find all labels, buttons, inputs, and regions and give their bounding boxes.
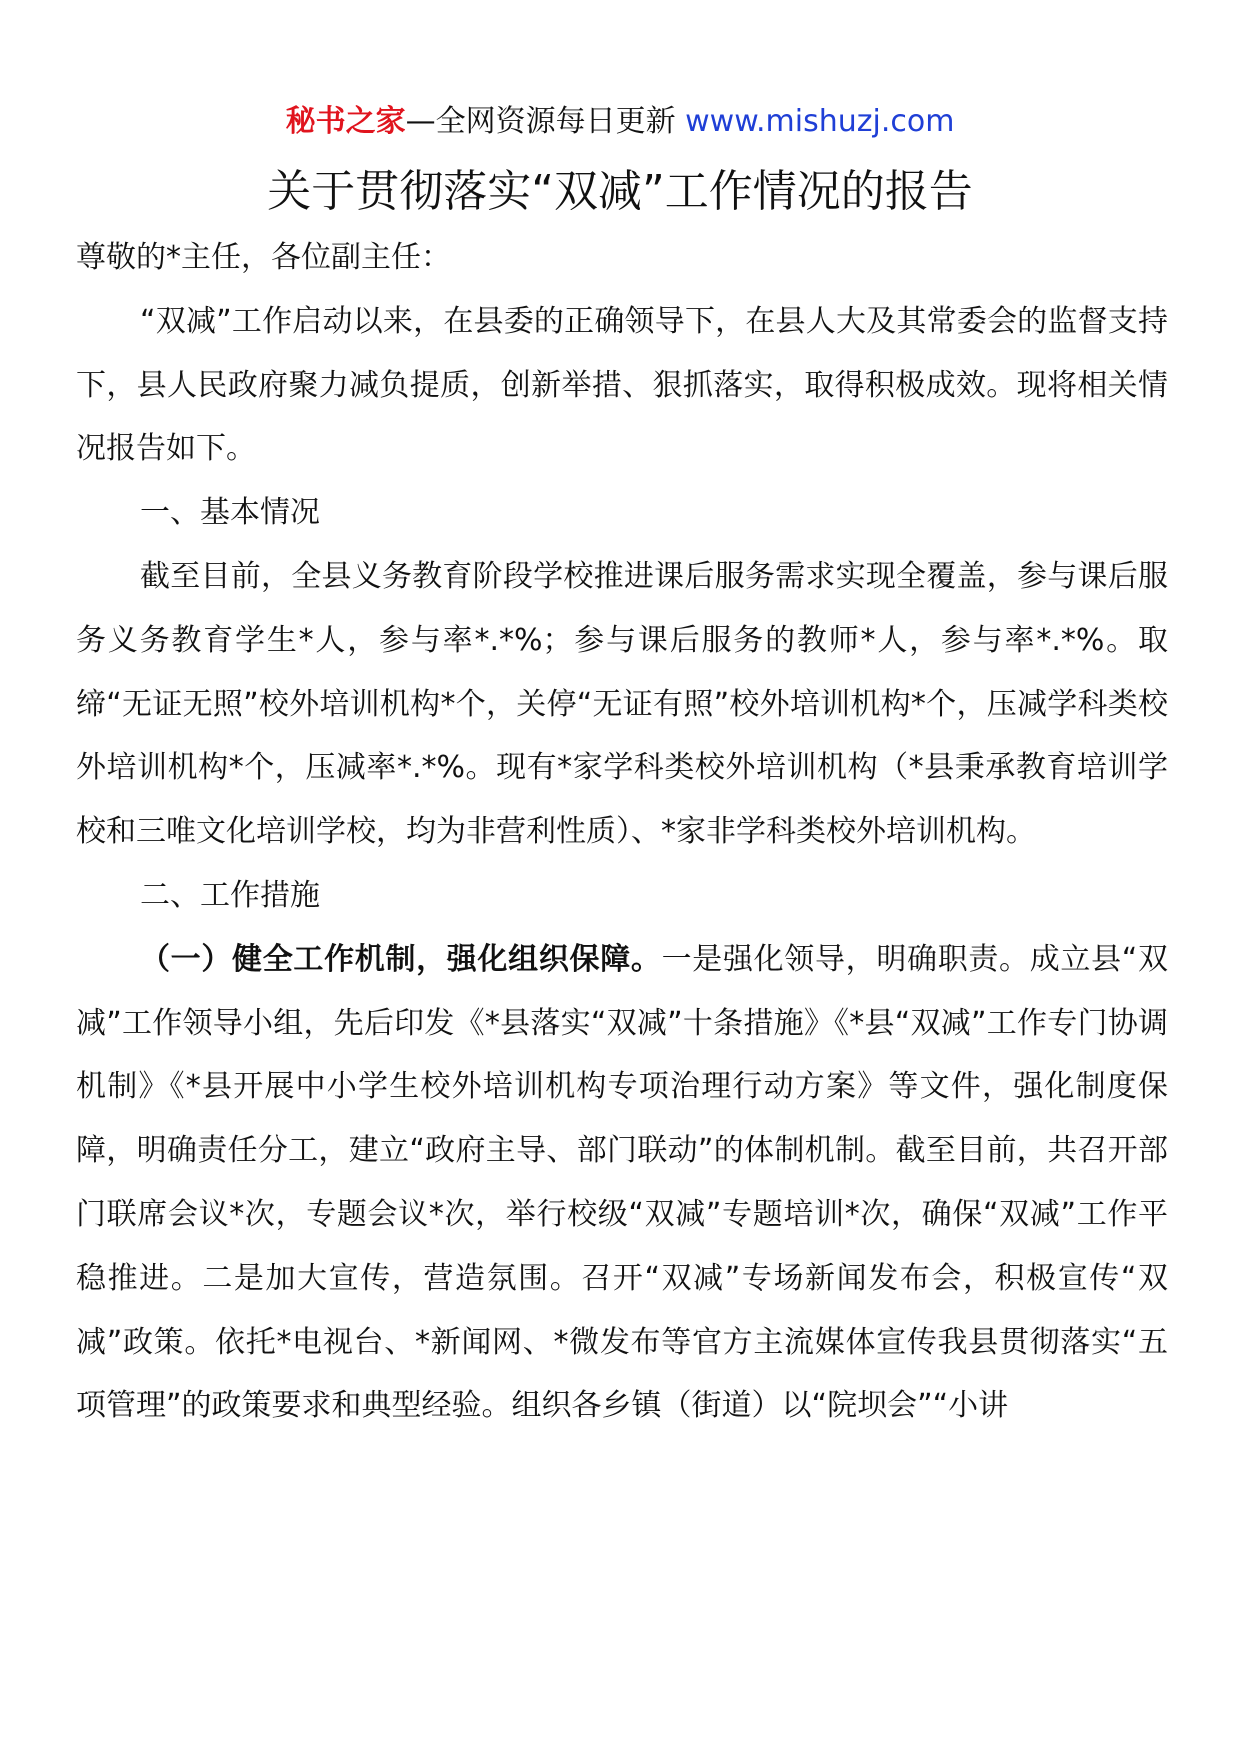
header-tagline: —全网资源每日更新 — [405, 104, 676, 139]
document-title: 关于贯彻落实“双减”工作情况的报告 — [267, 166, 973, 217]
measure-lead: （一）健全工作机制，强化组织保障。 — [140, 941, 662, 977]
site-url-link[interactable]: www.mishuzj.com — [685, 104, 955, 139]
site-header — [0, 100, 1240, 144]
measure-body: 一是强化领导，明确职责。成立县“双减”工作领导小组，先后印发《*县落实“双减”十条措施》《*县“双减”工作专门协调机制》《*县开展中小学生校外培训机构专项治理行动方案》等文件，强化制度保障，明确责任分工，建立“政府主导、部门联动”的体制机制。截至目前，共召开部门联席会议*次，专题会议*次，举行校级“双减”专题培训*次，确保“双减”工作平稳推进。二是加大宣传，营造氛围。召开“双减”专场新闻发布会，积极宣传“双减”政策。依托*电视台、*新闻网、*微发布等官方主流媒体宣传我县贯彻落实“五项管理”的政策要求和典型经验。组织各乡镇（街道）以“院坝会”“小讲 — [76, 941, 1169, 1424]
basic-situation-paragraph: 截至目前，全县义务教育阶段学校推进课后服务需求实现全覆盖，参与课后服务义务教育学生*人，参与率*.*%；参与课后服务的教师*人，参与率*.*%。取缔“无证无照”校外培训机构*个，关停“无证有照”校外培训机构*个，压减学科类校外培训机构*个，压减率*.*%。现有*家学科类校外培训机构（*县秉承教育培训学校和三唯文化培训学校，均为非营利性质）、*家非学科类校外培训机构。 — [76, 558, 1168, 850]
brand-name: 秘书之家 — [285, 104, 406, 139]
measure-paragraph-1 — [76, 928, 1168, 1438]
section-heading-basic: 一、基本情况 — [140, 495, 320, 531]
salutation: 尊敬的*主任，各位副主任： — [76, 240, 451, 275]
intro-paragraph: “双减”工作启动以来，在县委的正确领导下，在县人大及其常委会的监督支持下，县人民政府聚力减负提质，创新举措、狠抓落实，取得积极成效。现将相关情况报告如下。 — [76, 303, 1168, 467]
section-heading-measures: 二、工作措施 — [140, 877, 320, 913]
document-body — [76, 226, 1168, 1438]
